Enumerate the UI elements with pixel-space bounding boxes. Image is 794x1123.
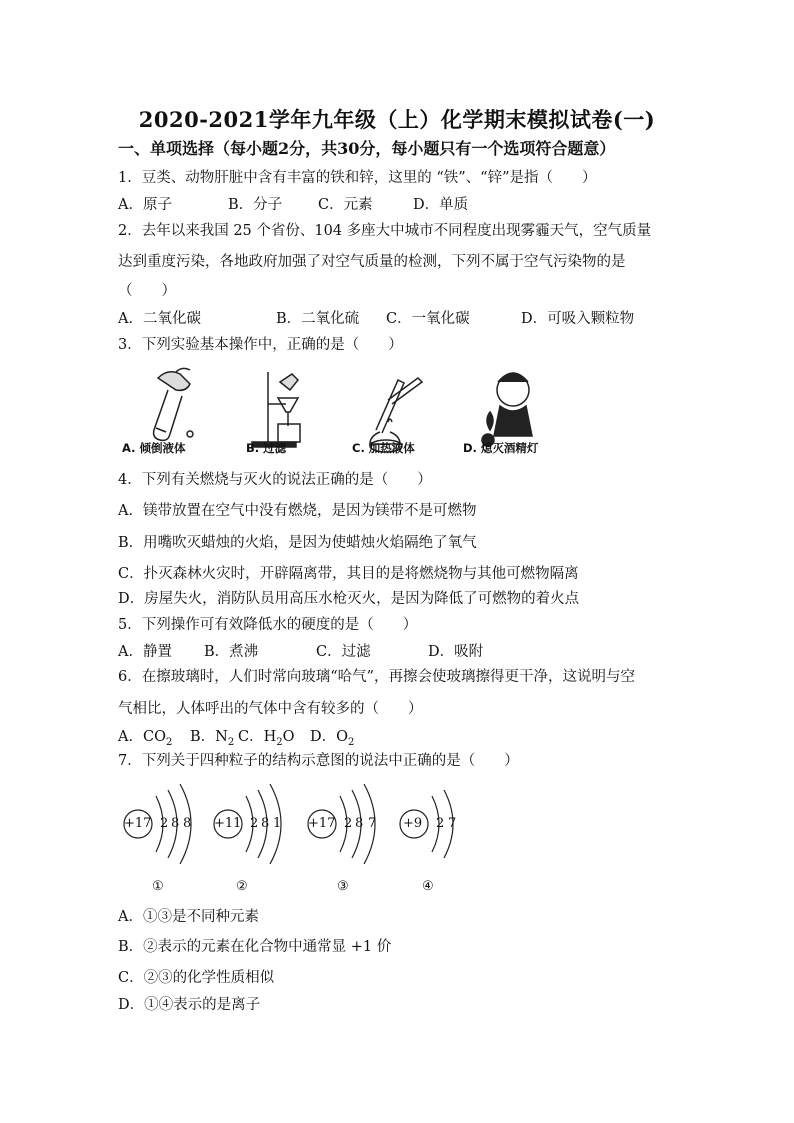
figure-caption-c: C. 加热液体 [352, 441, 415, 455]
option-a: A．原子 [118, 197, 172, 213]
option-d: D．吸附 [428, 644, 484, 660]
option-c: C．一氧化碳 [386, 311, 470, 327]
question-2-stem-line1: 2．去年以来我国 25 个省份、104 多座大中城市不同程度出现雾霾天气，空气质量 [118, 223, 652, 239]
question-2-stem-line3: （ ） [118, 283, 176, 299]
atom-2-label: ② [236, 879, 248, 894]
option-c: C．$H_2O$ [238, 729, 295, 748]
atom-1-label: ① [152, 879, 164, 894]
question-7-option-a: A．①③是不同种元素 [118, 909, 259, 925]
question-6-stem-line2: 气相比，人体呼出的气体中含有较多的（ ） [118, 701, 423, 717]
question-4-option-b: B．用嘴吹灭蜡烛的火焰，是因为使蜡烛火焰隔绝了氧气 [118, 535, 477, 551]
question-7-stem: 7．下列关于四种粒子的结构示意图的说法中正确的是（ ） [118, 753, 519, 769]
option-b: B．煮沸 [204, 644, 259, 660]
question-5-stem: 5．下列操作可有效降低水的硬度的是（ ） [118, 617, 418, 633]
atom-4-shell-2: 7 [448, 816, 457, 831]
figure-caption-b: B. 过滤 [246, 441, 287, 455]
atom-3-nucleus: +17 [308, 816, 336, 831]
option-a: A．二氧化碳 [118, 311, 201, 327]
question-4-option-d: D．房屋失火，消防队员用高压水枪灭火，是因为降低了可燃物的着火点 [118, 591, 580, 607]
atom-1-nucleus: +17 [124, 816, 152, 831]
figure-caption-d: D. 熄灭酒精灯 [463, 441, 539, 455]
option-d: D．单质 [413, 197, 469, 213]
question-4-option-c: C．扑灭森林火灾时，开辟隔离带，其目的是将燃烧物与其他可燃物隔离 [118, 566, 579, 582]
question-7-option-d: D．①④表示的是离子 [118, 997, 261, 1013]
question-2-stem-line2: 达到重度污染，各地政府加强了对空气质量的检测，下列不属于空气污染物的是 [118, 254, 626, 270]
atom-3-label: ③ [337, 879, 349, 894]
question-4-stem: 4．下列有关燃烧与灭火的说法正确的是（ ） [118, 472, 432, 488]
atom-3-shell-1: 2 [344, 816, 353, 831]
question-7-option-c: C．②③的化学性质相似 [118, 970, 275, 986]
atom-2-nucleus: +11 [214, 816, 242, 831]
atom-2-shell-3: 1 [273, 816, 282, 831]
page-title: 2020-2021学年九年级（上）化学期末模拟试卷(一) [138, 107, 656, 132]
atom-4-label: ④ [422, 879, 434, 894]
option-d: D．$O_2$ [310, 729, 355, 748]
option-a: A．静置 [118, 644, 172, 660]
atom-1-shell-3: 8 [183, 816, 192, 831]
blowing-out-lamp-illustration [482, 373, 532, 446]
atom-1-shell-2: 8 [171, 816, 180, 831]
atom-1-shell-1: 2 [160, 816, 169, 831]
atom-3-shell-2: 8 [355, 816, 364, 831]
figure-caption-a: A. 倾倒液体 [122, 441, 186, 455]
question-7-option-b: B．②表示的元素在化合物中通常显 +1 价 [118, 939, 392, 955]
question-4-option-a: A．镁带放置在空气中没有燃烧，是因为镁带不是可燃物 [118, 503, 477, 519]
question-1-stem: 1．豆类、动物肝脏中含有丰富的铁和锌，这里的 “铁”、“锌”是指（ ） [118, 170, 597, 186]
option-d: D．可吸入颗粒物 [521, 311, 635, 327]
option-b: B．$N_2$ [190, 729, 235, 748]
option-b: B．分子 [228, 197, 283, 213]
filtration-illustration [252, 372, 300, 447]
atom-2-shell-2: 8 [261, 816, 270, 831]
pouring-liquid-illustration [154, 368, 193, 440]
option-a: A．$CO_2$ [118, 729, 173, 748]
atom-4-nucleus: +9 [403, 816, 423, 831]
option-c: C．过滤 [316, 644, 371, 660]
option-c: C．元素 [318, 197, 373, 213]
atom-3-shell-3: 7 [368, 816, 377, 831]
option-b: B．二氧化硫 [276, 311, 360, 327]
question-6-stem-line1: 6．在擦玻璃时，人们时常向玻璃“哈气”，再擦会使玻璃擦得更干净，这说明与空 [118, 669, 636, 685]
question-3-stem: 3．下列实验基本操作中，正确的是（ ） [118, 337, 403, 353]
atom-4-shell-1: 2 [436, 816, 445, 831]
atom-2-shell-1: 2 [250, 816, 259, 831]
section-heading: 一、单项选择（每小题2分，共30分，每小题只有一个选项符合题意） [118, 139, 616, 158]
